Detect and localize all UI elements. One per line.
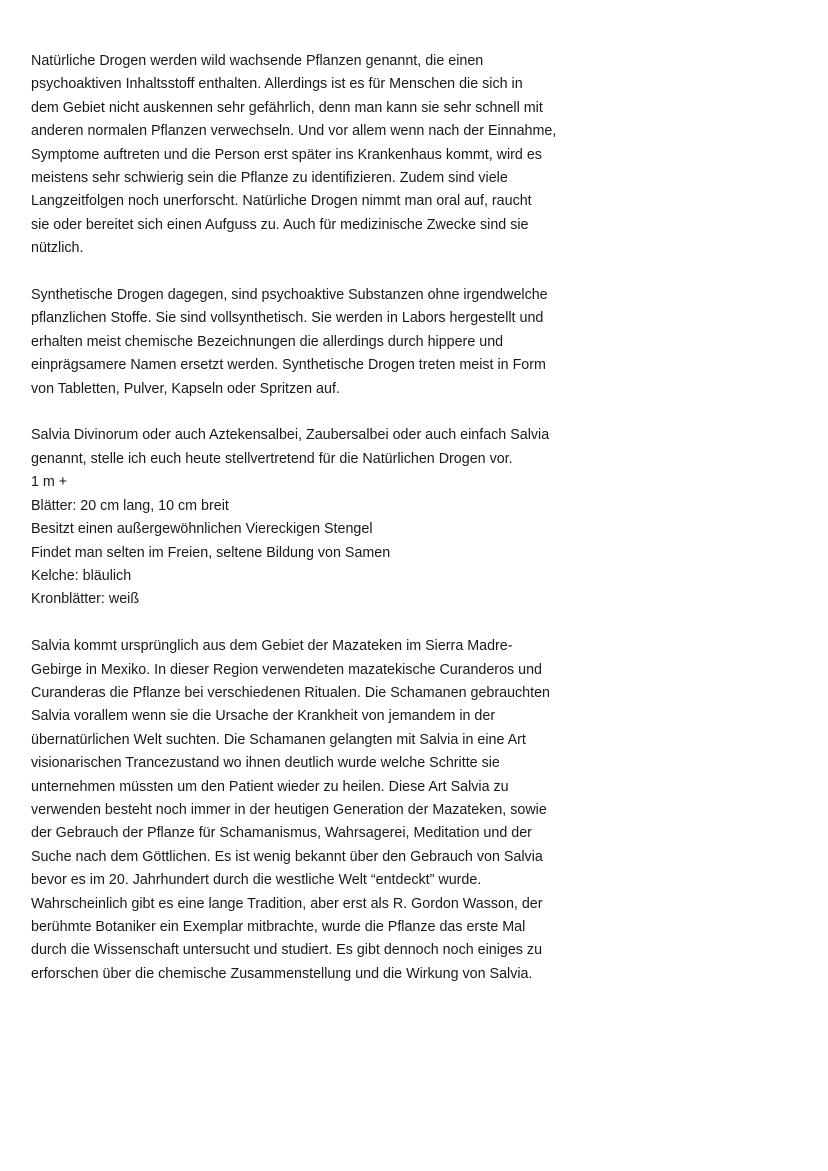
text-line: Curanderas die Pflanze bei verschiedenen Ritualen. Die Schamanen gebrauchten [31, 684, 550, 701]
text-line: einprägsamere Namen ersetzt werden. Synthetische Drogen treten meist in Form [31, 357, 546, 374]
text-line: unternehmen müssten um den Patient wieder zu heilen. Diese Art Salvia zu [31, 778, 509, 795]
text-line: 1 m + [31, 474, 68, 491]
text-line: Wahrscheinlich gibt es eine lange Tradition, aber erst als R. Gordon Wasson, der [31, 895, 543, 912]
text-line: anderen normalen Pflanzen verwechseln. Und vor allem wenn nach der Einnahme, [31, 123, 557, 140]
paragraph-salvia-history [31, 635, 601, 986]
text-line: visionarischen Trancezustand wo ihnen deutlich wurde welche Schritte sie [31, 755, 500, 772]
text-line: Kronblätter: weiß [31, 591, 140, 608]
text-line: nützlich. [31, 240, 84, 257]
text-line: verwenden besteht noch immer in der heutigen Generation der Mazateken, sowie [31, 801, 547, 818]
text-line: durch die Wissenschaft untersucht und studiert. Es gibt dennoch noch einiges zu [31, 942, 543, 959]
text-line: Kelche: bläulich [31, 567, 132, 584]
text-line: Gebirge in Mexiko. In dieser Region verwendeten mazatekische Curanderos und [31, 661, 542, 678]
text-line: von Tabletten, Pulver, Kapseln oder Spritzen auf. [31, 380, 340, 397]
text-line: erforschen über die chemische Zusammenstellung und die Wirkung von Salvia. [31, 965, 533, 982]
text-line: Salvia Divinorum oder auch Aztekensalbei, Zaubersalbei oder auch einfach Salvia [31, 427, 550, 444]
paragraph-synthetic-drugs [31, 284, 601, 401]
text-line: genannt, stelle ich euch heute stellvertretend für die Natürlichen Drogen vor. [31, 450, 513, 467]
text-line: erhalten meist chemische Bezeichnungen die allerdings durch hippere und [31, 333, 504, 350]
text-line: der Gebrauch der Pflanze für Schamanismus, Wahrsagerei, Meditation und der [31, 825, 532, 842]
paragraph-natural-drugs [31, 50, 601, 261]
text-line: Besitzt einen außergewöhnlichen Viereckigen Stengel [31, 521, 373, 538]
text-line: Findet man selten im Freien, seltene Bildung von Samen [31, 544, 391, 561]
text-line: Symptome auftreten und die Person erst später ins Krankenhaus kommt, wird es [31, 146, 542, 163]
text-line: Synthetische Drogen dagegen, sind psychoaktive Substanzen ohne irgendwelche [31, 287, 548, 304]
text-line: Suche nach dem Göttlichen. Es ist wenig bekannt über den Gebrauch von Salvia [31, 848, 543, 865]
text-line: Salvia vorallem wenn sie die Ursache der Krankheit von jemandem in der [31, 708, 496, 725]
text-line: meistens sehr schwierig sein die Pflanze zu identifizieren. Zudem sind viele [31, 170, 508, 187]
text-line: psychoaktiven Inhaltsstoff enthalten. Allerdings ist es für Menschen die sich in [31, 76, 523, 93]
text-line: Blätter: 20 cm lang, 10 cm breit [31, 497, 229, 514]
text-line: dem Gebiet nicht auskennen sehr gefährlich, denn man kann sie sehr schnell mit [31, 99, 543, 116]
text-line: Langzeitfolgen noch unerforscht. Natürliche Drogen nimmt man oral auf, raucht [31, 193, 532, 210]
text-line: übernatürlichen Welt suchten. Die Schamanen gelangten mit Salvia in eine Art [31, 731, 526, 748]
document-page [31, 50, 601, 1010]
text-line: bevor es im 20. Jahrhundert durch die westliche Welt “entdeckt” wurde. [31, 872, 482, 889]
text-line: Natürliche Drogen werden wild wachsende Pflanzen genannt, die einen [31, 53, 484, 69]
text-line: sie oder bereitet sich einen Aufguss zu. Auch für medizinische Zwecke sind sie [31, 216, 529, 233]
text-line: berühmte Botaniker ein Exemplar mitbrachte, wurde die Pflanze das erste Mal [31, 918, 526, 935]
text-line: Salvia kommt ursprünglich aus dem Gebiet der Mazateken im Sierra Madre- [31, 638, 513, 655]
paragraph-salvia-facts [31, 424, 601, 611]
text-line: pflanzlichen Stoffe. Sie sind vollsynthetisch. Sie werden in Labors hergestellt und [31, 310, 544, 327]
